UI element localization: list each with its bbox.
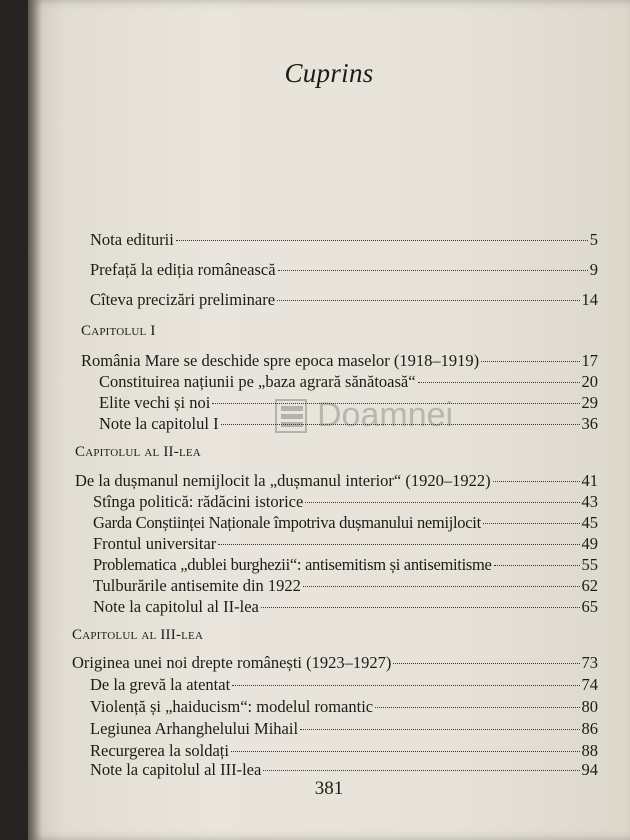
toc-entry-page: 94 xyxy=(581,760,598,779)
toc-entry xyxy=(99,393,598,415)
toc-entry-text: Note la capitolul al III-lea xyxy=(90,760,262,779)
leader-dots xyxy=(494,565,580,566)
toc-entry-page: 55 xyxy=(581,555,598,574)
toc-entry xyxy=(93,534,598,556)
leader-dots xyxy=(232,685,579,686)
toc-entry-page: 80 xyxy=(581,697,598,716)
toc-entry-page: 74 xyxy=(581,675,598,694)
toc-entry xyxy=(93,513,598,535)
toc-entry xyxy=(81,351,598,373)
toc-entry-page: 41 xyxy=(581,471,598,490)
toc-entry-text: De la grevă la atentat xyxy=(90,675,231,694)
leader-dots xyxy=(278,270,588,271)
toc-entry xyxy=(93,492,598,514)
toc-entry-text: Note la capitolul I xyxy=(99,414,219,433)
leader-dots xyxy=(493,481,580,482)
toc-entry-page: 86 xyxy=(581,719,598,738)
toc-entry-text: Garda Conștiinței Naționale împotriva dușmanului nemijlocit xyxy=(93,513,481,532)
leader-dots xyxy=(303,586,580,587)
toc-entry-text: De la dușmanul nemijlocit la „dușmanul interior“ (1920–1922) xyxy=(75,471,491,490)
leader-dots xyxy=(218,544,579,545)
toc-entry-page: 36 xyxy=(581,414,598,433)
leader-dots xyxy=(231,751,580,752)
leader-dots xyxy=(483,523,580,524)
chapter-heading: Capitolul al III-lea xyxy=(72,627,204,643)
toc-entry xyxy=(93,555,598,577)
toc-entry-page: 17 xyxy=(581,351,598,370)
page-number: 381 xyxy=(314,778,344,799)
leader-dots xyxy=(418,382,580,383)
toc-entry-text: Note la capitolul al II-lea xyxy=(93,597,259,616)
toc-entry xyxy=(90,719,598,741)
leader-dots xyxy=(300,729,579,730)
toc-entry-page: 65 xyxy=(581,597,598,616)
toc-entry-page: 88 xyxy=(581,741,598,760)
leader-dots xyxy=(212,403,579,404)
toc-entry xyxy=(90,675,598,697)
leader-dots xyxy=(393,663,579,664)
toc-entry-text: Nota editurii xyxy=(90,230,174,249)
toc-entry-text: România Mare se deschide spre epoca maselor (1918–1919) xyxy=(81,351,480,370)
toc-entry-text: Legiunea Arhanghelului Mihail xyxy=(90,719,299,738)
leader-dots xyxy=(375,707,579,708)
toc-entry xyxy=(75,471,598,493)
toc-entry-text: Cîteva precizări preliminare xyxy=(90,290,276,309)
toc-entry-page: 20 xyxy=(581,372,598,391)
toc-entry-text: Tulburările antisemite din 1922 xyxy=(93,576,301,595)
toc-entry-text: Originea unei noi drepte românești (1923–1927) xyxy=(72,653,392,672)
toc-entry xyxy=(99,372,598,394)
page-title: Cuprins xyxy=(284,58,374,88)
toc-entry-text: Problematica „dublei burghezii“: antisemitism și antisemitisme xyxy=(93,555,492,574)
toc-entry xyxy=(72,653,598,675)
leader-dots xyxy=(221,424,580,425)
toc-entry xyxy=(90,290,598,312)
toc-entry-text: Prefață la ediția românească xyxy=(90,260,276,279)
leader-dots xyxy=(305,502,579,503)
toc-entry-page: 49 xyxy=(581,534,598,553)
toc-entry-page: 29 xyxy=(581,393,598,412)
chapter-heading: Capitolul I xyxy=(81,323,156,339)
toc-entry-text: Constituirea națiunii pe „baza agrară sănătoasă“ xyxy=(99,372,416,391)
leader-dots xyxy=(263,770,579,771)
leader-dots xyxy=(176,240,588,241)
toc-entry-page: 45 xyxy=(581,513,598,532)
toc-entry xyxy=(93,576,598,598)
toc-entry-page: 62 xyxy=(581,576,598,595)
toc-entry-text: Elite vechi și noi xyxy=(99,393,211,412)
toc-entry-page: 9 xyxy=(589,260,598,279)
toc-entry xyxy=(93,597,598,619)
toc-entry-text: Violență și „haiducism“: modelul romantic xyxy=(90,697,374,716)
leader-dots xyxy=(261,607,580,608)
toc-entry-page: 14 xyxy=(581,290,598,309)
toc-entry-page: 5 xyxy=(589,230,598,249)
toc-entry xyxy=(90,697,598,719)
toc-entry-text: Recurgerea la soldați xyxy=(90,741,229,760)
watermark-text: Doamnei xyxy=(317,396,454,434)
toc-entry-text: Frontul universitar xyxy=(93,534,217,553)
toc-entry-text: Stînga politică: rădăcini istorice xyxy=(93,492,304,511)
leader-dots xyxy=(277,300,579,301)
book-page xyxy=(28,0,630,840)
chapter-heading: Capitolul al II-lea xyxy=(75,444,201,460)
toc-entry xyxy=(90,260,598,282)
toc-entry xyxy=(99,414,598,436)
leader-dots xyxy=(481,361,579,362)
toc-entry-page: 73 xyxy=(581,653,598,672)
toc-entry-page: 43 xyxy=(581,492,598,511)
toc-entry xyxy=(90,230,598,252)
